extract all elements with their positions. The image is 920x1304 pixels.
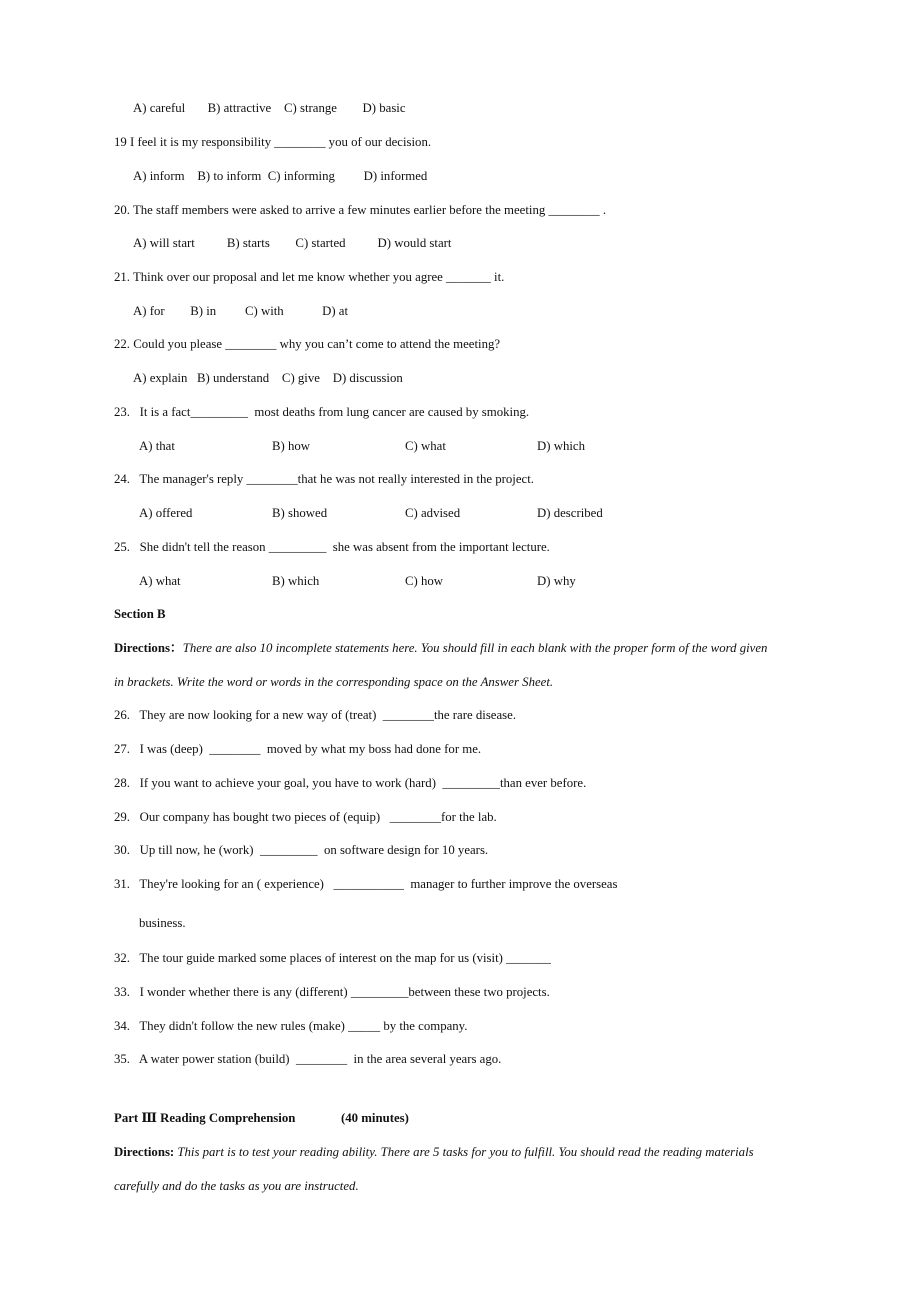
option-c: C) what [405,439,446,453]
section-b-directions-cont: in brackets. Write the word or words in the corresponding space on the Answer Sheet. [114,675,554,689]
option-b: B) which [272,574,320,588]
question-25: 25. She didn't tell the reason _________ she was absent from the important lecture. [114,540,550,554]
question-28: 28. If you want to achieve your goal, you have to work (hard) _________than ever before. [114,776,587,790]
directions-label: Directions: [114,1145,175,1159]
option-a: A) that [139,439,175,453]
part-3-time: (40 minutes) [341,1111,409,1125]
question-22: 22. Could you please ________ why you can’t come to attend the meeting? [114,337,501,351]
q20-options: A) will start B) starts C) started D) would start [133,236,452,250]
question-33: 33. I wonder whether there is any (different) _________between these two projects. [114,985,550,999]
option-a: A) what [139,574,181,588]
q18-options: A) careful B) attractive C) strange D) basic [133,101,406,115]
directions-text: This part is to test your reading ability. There are 5 tasks for you to fulfill. You should read the reading materials [174,1145,754,1159]
question-35: 35. A water power station (build) ________ in the area several years ago. [114,1052,502,1066]
option-d: D) described [537,506,603,520]
q21-options: A) for B) in C) with D) at [133,304,349,318]
question-27: 27. I was (deep) ________ moved by what my boss had done for me. [114,742,482,756]
option-d: D) why [537,574,576,588]
question-21: 21. Think over our proposal and let me know whether you agree _______ it. [114,270,505,284]
question-23: 23. It is a fact_________ most deaths from lung cancer are caused by smoking. [114,405,530,419]
option-b: B) showed [272,506,328,520]
part-3-directions [114,1144,754,1160]
question-34: 34. They didn't follow the new rules (make) _____ by the company. [114,1019,468,1033]
part-3-title: Part Ⅲ Reading Comprehension [114,1111,296,1125]
directions-text: There are also 10 incomplete statements here. You should fill in each blank with the proper form of the word given [182,641,768,655]
part-3-directions-cont: carefully and do the tasks as you are instructed. [114,1179,359,1193]
question-29: 29. Our company has bought two pieces of (equip) ________for the lab. [114,810,497,824]
question-24: 24. The manager's reply ________that he was not really interested in the project. [114,472,534,486]
option-a: A) offered [139,506,193,520]
option-c: C) advised [405,506,461,520]
question-32: 32. The tour guide marked some places of interest on the map for us (visit) _______ [114,951,551,965]
section-b-title: Section B [114,607,166,621]
option-d: D) which [537,439,585,453]
option-c: C) how [405,574,444,588]
directions-label: Directions： [114,641,183,655]
question-30: 30. Up till now, he (work) _________ on software design for 10 years. [114,843,489,857]
q19-options: A) inform B) to inform C) informing D) informed [133,169,428,183]
question-31-continued: business. [139,916,186,930]
section-b-directions [114,640,767,656]
q22-options: A) explain B) understand C) give D) discussion [133,371,403,385]
question-19: 19 I feel it is my responsibility ________ you of our decision. [114,135,432,149]
question-31: 31. They're looking for an ( experience) ___________ manager to further improve the overseas [114,877,618,891]
question-20: 20. The staff members were asked to arrive a few minutes earlier before the meeting ________ . [114,203,607,217]
question-26: 26. They are now looking for a new way of (treat) ________the rare disease. [114,708,517,722]
option-b: B) how [272,439,311,453]
